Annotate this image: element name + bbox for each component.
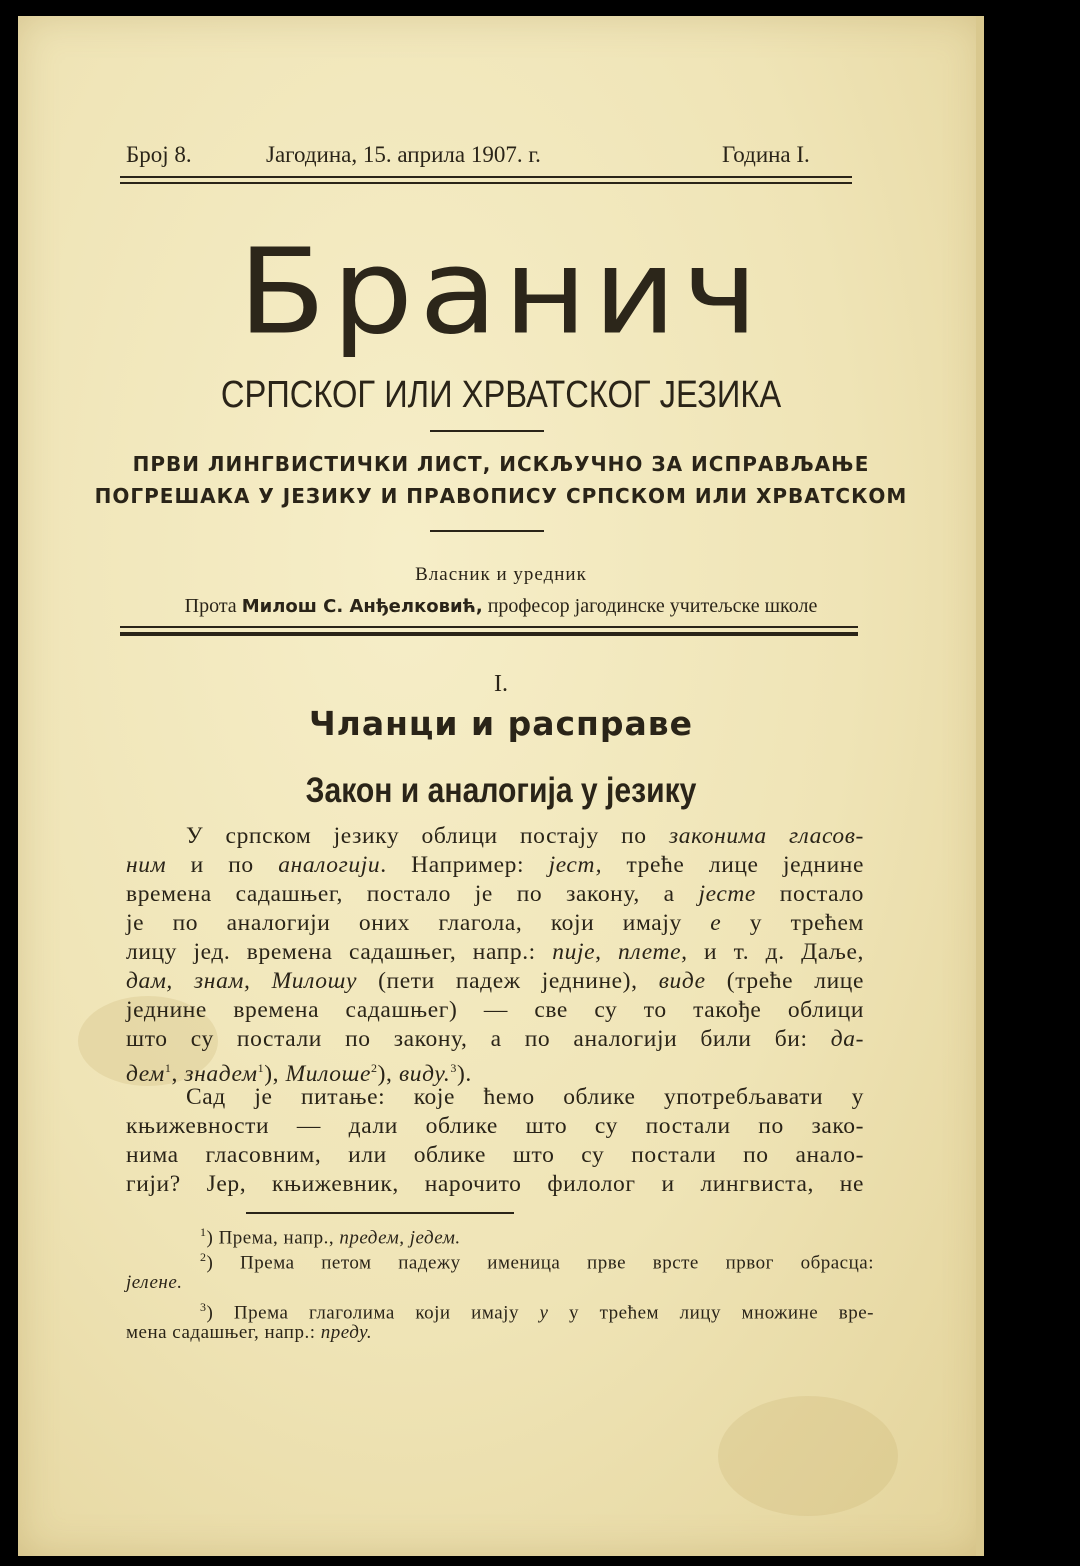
issue-number: Број 8. bbox=[126, 142, 192, 167]
body-line: једнине времена садашњег) — све су то такође облици bbox=[126, 997, 864, 1023]
footnote: $^3$) Према глаголима који имају у у трећем лицу множине вре- bbox=[200, 1300, 874, 1324]
article-title: Закон и аналогија у језику bbox=[305, 771, 697, 810]
paper-stain bbox=[718, 1396, 898, 1516]
footnote-continuation: јелене. bbox=[126, 1272, 183, 1293]
divider bbox=[430, 430, 544, 432]
body-line: нима гласовним, или облике што су постали по анало- bbox=[126, 1142, 864, 1168]
owner-label: Власник и уредник bbox=[415, 564, 587, 585]
footnotes bbox=[126, 1220, 874, 1345]
body-line: гији? Јер, књижевник, нарочито филолог и лингвиста, не bbox=[126, 1171, 864, 1197]
article-body bbox=[126, 822, 864, 1199]
body-line: што су постали по закону, а по аналогији били би: да- bbox=[126, 1026, 864, 1052]
footnote: $^1$) Према, напр., предем, једем. bbox=[200, 1225, 461, 1249]
body-line: времена садашњег, постало је по закону, а јесте постало bbox=[126, 881, 864, 907]
masthead-subtitle: СРПСКОГ ИЛИ ХРВАТСКОГ ЈЕЗИКА bbox=[220, 374, 782, 416]
footnote: $^2$) Према петом падежу именица прве врсте првог обрасца: bbox=[200, 1250, 874, 1274]
owner-rule bbox=[120, 626, 858, 628]
owner-line bbox=[18, 595, 984, 618]
footnote-rule bbox=[246, 1212, 514, 1214]
divider bbox=[430, 530, 544, 532]
body-line: књижевности — дали облике што су постали по зако- bbox=[126, 1113, 864, 1139]
body-line: У српском језику облици постају по законима гласов- bbox=[186, 823, 864, 849]
section-number: I. bbox=[494, 671, 508, 697]
lead-line-1: ПРВИ ЛИНГВИСТИЧКИ ЛИСТ, ИСКЉУЧНО ЗА ИСПРАВЉАЊЕ bbox=[132, 452, 870, 476]
body-line: лицу јед. времена садашњег, напр.: пије, плете, и т. д. Даље, bbox=[126, 939, 865, 965]
body-line: је по аналогији оних глагола, који имају е у трећем bbox=[126, 910, 864, 936]
owner-role: професор јагодинске учитељске школе bbox=[487, 595, 818, 617]
body-line: дем$^1$, знадем$^1$), Милоше$^2$), виду.$^3$). bbox=[126, 1060, 472, 1087]
owner-rule-thick bbox=[120, 632, 858, 636]
publication-year: Година I. bbox=[722, 142, 810, 167]
newspaper-page bbox=[18, 16, 984, 1556]
masthead-title: Бранич bbox=[238, 224, 764, 362]
owner-name: Милош С. Анђелковић, bbox=[241, 596, 483, 617]
issue-line bbox=[126, 142, 856, 172]
section-title: Чланци и расправе bbox=[309, 704, 693, 743]
header-rule bbox=[120, 182, 852, 184]
body-line: Сад је питање: које ћемо облике употребљавати у bbox=[186, 1084, 864, 1110]
body-line: дам, знам, Милошу (пети падеж једнине), виде (треће лице bbox=[126, 968, 864, 994]
footnote-continuation: мена садашњег, напр.: преду. bbox=[126, 1322, 373, 1343]
body-line: ним и по аналогији. Например: јест, треће лице једнине bbox=[126, 852, 864, 878]
header-rule bbox=[120, 176, 852, 178]
lead-line-2: ПОГРЕШАКА У ЈЕЗИКУ И ПРАВОПИСУ СРПСКОМ ИЛИ ХРВАТСКОМ bbox=[94, 484, 908, 508]
owner-prefix: Прота bbox=[184, 595, 237, 617]
place-date: Јагодина, 15. априла 1907. г. bbox=[266, 142, 541, 167]
